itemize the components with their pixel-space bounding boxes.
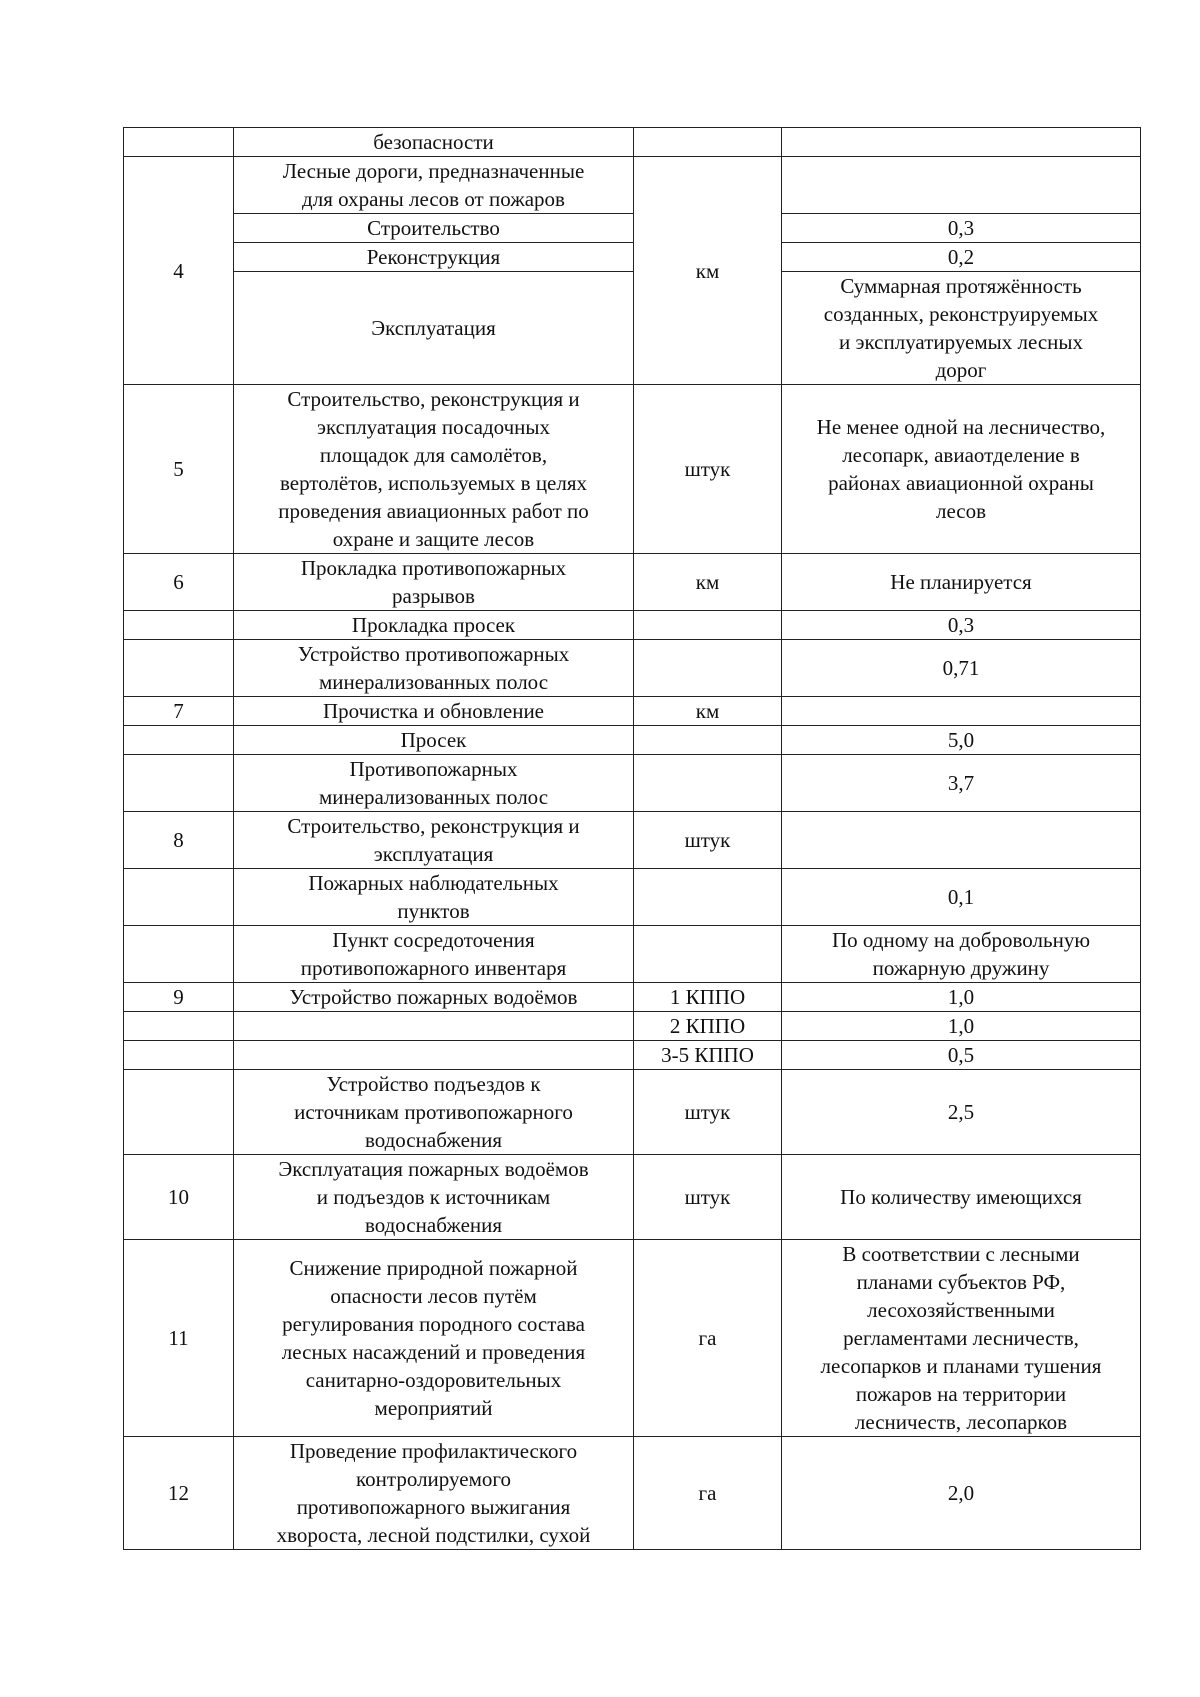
table-cell: Проведение профилактического контролируемого противопожарного выжигания хвороста, лесной подстилки, сухой	[234, 1437, 634, 1550]
table-cell: 0,5	[782, 1041, 1141, 1070]
table-cell: Прочистка и обновление	[234, 697, 634, 726]
table-cell: 1 КППО	[634, 983, 782, 1012]
table-cell: 1,0	[782, 1012, 1141, 1041]
table-cell	[634, 755, 782, 812]
table-cell: 5	[124, 385, 234, 554]
table-cell: Эксплуатация пожарных водоёмов и подъездов к источникам водоснабжения	[234, 1155, 634, 1240]
table-cell: 2,0	[782, 1437, 1141, 1550]
table-cell: 12	[124, 1437, 234, 1550]
table-cell	[782, 157, 1141, 214]
table-cell	[782, 697, 1141, 726]
table-row	[124, 697, 1141, 726]
table-cell	[634, 926, 782, 983]
table-cell	[124, 755, 234, 812]
table-row	[124, 272, 1141, 385]
table-cell: 11	[124, 1240, 234, 1437]
table-cell	[124, 869, 234, 926]
table-cell: 3,7	[782, 755, 1141, 812]
table-cell: Не менее одной на лесничество, лесопарк, авиаотделение в районах авиационной охраны лесов	[782, 385, 1141, 554]
table-row	[124, 1240, 1141, 1437]
table-cell	[124, 1070, 234, 1155]
table-cell: безопасности	[234, 128, 634, 157]
table-cell: 0,2	[782, 243, 1141, 272]
table-cell: Лесные дороги, предназначенные для охраны лесов от пожаров	[234, 157, 634, 214]
table-cell	[124, 1041, 234, 1070]
table-cell: Прокладка просек	[234, 611, 634, 640]
table-cell: 9	[124, 983, 234, 1012]
table-row	[124, 726, 1141, 755]
table-row	[124, 243, 1141, 272]
table-cell	[124, 640, 234, 697]
table-cell: Устройство противопожарных минерализованных полос	[234, 640, 634, 697]
table-cell: Не планируется	[782, 554, 1141, 611]
table-cell: Эксплуатация	[234, 272, 634, 385]
table-cell: 1,0	[782, 983, 1141, 1012]
table-cell: 6	[124, 554, 234, 611]
table-cell	[634, 726, 782, 755]
table-cell: штук	[634, 812, 782, 869]
table-cell	[782, 128, 1141, 157]
table-cell	[124, 1012, 234, 1041]
table-cell: Пункт сосредоточения противопожарного инвентаря	[234, 926, 634, 983]
table-cell: Пожарных наблюдательных пунктов	[234, 869, 634, 926]
table-cell: Строительство	[234, 214, 634, 243]
table-row	[124, 1041, 1141, 1070]
table-cell	[124, 611, 234, 640]
table-cell: 5,0	[782, 726, 1141, 755]
table-row	[124, 926, 1141, 983]
table-cell: га	[634, 1240, 782, 1437]
table-cell: 0,3	[782, 214, 1141, 243]
table-cell: штук	[634, 1070, 782, 1155]
table-cell	[634, 128, 782, 157]
table-row	[124, 1070, 1141, 1155]
table-row	[124, 157, 1141, 214]
table-row	[124, 640, 1141, 697]
table-cell: По количеству имеющихся	[782, 1155, 1141, 1240]
table-row	[124, 385, 1141, 554]
table-cell: 0,3	[782, 611, 1141, 640]
table-cell: Суммарная протяжённость созданных, реконструируемых и эксплуатируемых лесных дорог	[782, 272, 1141, 385]
table-cell: 0,71	[782, 640, 1141, 697]
table-cell: Устройство подъездов к источникам противопожарного водоснабжения	[234, 1070, 634, 1155]
table-cell: Строительство, реконструкция и эксплуатация	[234, 812, 634, 869]
table-cell	[124, 926, 234, 983]
table-cell: 10	[124, 1155, 234, 1240]
table-cell: Устройство пожарных водоёмов	[234, 983, 634, 1012]
table-body	[124, 128, 1141, 1550]
table-cell: 8	[124, 812, 234, 869]
table-cell	[782, 812, 1141, 869]
table-cell: В соответствии с лесными планами субъектов РФ, лесохозяйственными регламентами лесничеств, лесопарков и планами тушения пожаров на территории лесничеств, лесопарков	[782, 1240, 1141, 1437]
table-cell: 4	[124, 157, 234, 385]
table-cell: га	[634, 1437, 782, 1550]
table-row	[124, 1437, 1141, 1550]
table-cell: Снижение природной пожарной опасности лесов путём регулирования породного состава лесных насаждений и проведения санитарно-оздоровительных мероприятий	[234, 1240, 634, 1437]
table-cell: км	[634, 697, 782, 726]
table-cell: 2,5	[782, 1070, 1141, 1155]
table-cell: Противопожарных минерализованных полос	[234, 755, 634, 812]
table-cell	[234, 1041, 634, 1070]
table-cell: км	[634, 157, 782, 385]
data-table	[123, 127, 1141, 1550]
table-cell: Реконструкция	[234, 243, 634, 272]
table-cell: Прокладка противопожарных разрывов	[234, 554, 634, 611]
table-row	[124, 1012, 1141, 1041]
table-cell: Строительство, реконструкция и эксплуатация посадочных площадок для самолётов, вертолётов, используемых в целях проведения авиационных работ по охране и защите лесов	[234, 385, 634, 554]
table-cell: 2 КППО	[634, 1012, 782, 1041]
table-cell: По одному на добровольную пожарную дружину	[782, 926, 1141, 983]
table-cell	[634, 640, 782, 697]
table-row	[124, 1155, 1141, 1240]
table-row	[124, 554, 1141, 611]
table-cell: 3-5 КППО	[634, 1041, 782, 1070]
table-cell	[234, 1012, 634, 1041]
table-row	[124, 812, 1141, 869]
table-row	[124, 214, 1141, 243]
table-row	[124, 869, 1141, 926]
table-cell	[634, 869, 782, 926]
table-cell: штук	[634, 385, 782, 554]
table-row	[124, 755, 1141, 812]
table-cell: км	[634, 554, 782, 611]
table-cell	[124, 726, 234, 755]
table-row	[124, 983, 1141, 1012]
table-cell: 7	[124, 697, 234, 726]
table-cell: Просек	[234, 726, 634, 755]
table-cell: 0,1	[782, 869, 1141, 926]
table-row	[124, 128, 1141, 157]
table-row	[124, 611, 1141, 640]
table-cell: штук	[634, 1155, 782, 1240]
table-cell	[634, 611, 782, 640]
table-cell	[124, 128, 234, 157]
